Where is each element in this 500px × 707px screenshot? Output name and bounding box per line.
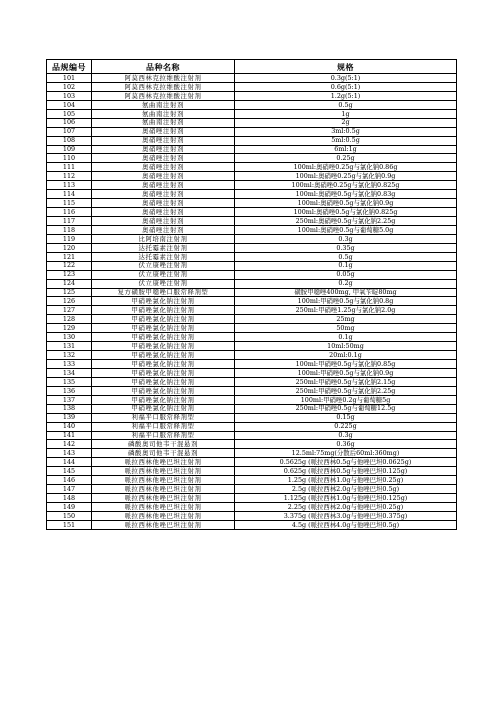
table-row [47, 458, 457, 467]
cell-code: 126 [47, 297, 92, 306]
table-row [47, 342, 457, 351]
cell-name: 阿莫西林克拉维酸注射剂 [92, 82, 235, 91]
cell-name: 阿莫西林克拉维酸注射剂 [92, 91, 235, 100]
cell-spec: 0.5g [235, 100, 457, 109]
cell-code: 140 [47, 422, 92, 431]
table-row [47, 109, 457, 118]
cell-name: 哌拉西林他唑巴坦注射剂 [92, 467, 235, 476]
cell-code: 116 [47, 208, 92, 217]
cell-code: 114 [47, 190, 92, 199]
cell-name: 奥硝唑注射剂 [92, 127, 235, 136]
table-row [47, 190, 457, 199]
cell-name: 哌拉西林他唑巴坦注射剂 [92, 503, 235, 512]
cell-name: 奥硝唑注射剂 [92, 190, 235, 199]
table-row [47, 386, 457, 395]
cell-name: 氨曲南注射剂 [92, 100, 235, 109]
table-row [47, 154, 457, 163]
cell-name: 哌拉西林他唑巴坦注射剂 [92, 511, 235, 520]
cell-code: 110 [47, 154, 92, 163]
cell-name: 奥硝唑注射剂 [92, 181, 235, 190]
table-row [47, 467, 457, 476]
cell-code: 139 [47, 413, 92, 422]
cell-spec: 100ml:奥硝唑0.5g与氯化钠0.9g [235, 199, 457, 208]
table-row [47, 520, 457, 529]
cell-name: 达托霉素注射剂 [92, 243, 235, 252]
cell-name: 复方磺胺甲噁唑口服常释剂型 [92, 288, 235, 297]
cell-name: 甲硝唑氯化钠注射剂 [92, 404, 235, 413]
table-row [47, 333, 457, 342]
cell-name: 氨曲南注射剂 [92, 109, 235, 118]
cell-spec: 12.5ml:75mg(分散后60ml:360mg) [235, 449, 457, 458]
table-row [47, 422, 457, 431]
cell-spec: 磺胺甲噁唑400mg, 甲氧苄啶80mg [235, 288, 457, 297]
cell-name: 伏立康唑注射剂 [92, 261, 235, 270]
cell-code: 106 [47, 118, 92, 127]
table-row [47, 82, 457, 91]
cell-name: 奥硝唑注射剂 [92, 217, 235, 226]
cell-spec: 1.2g(5:1) [235, 91, 457, 100]
cell-name: 奥硝唑注射剂 [92, 225, 235, 234]
cell-spec: 250ml:甲硝唑0.5g与氯化钠2.25g [235, 386, 457, 395]
cell-name: 甲硝唑氯化钠注射剂 [92, 306, 235, 315]
cell-code: 136 [47, 386, 92, 395]
cell-spec: 250ml:甲硝唑1.25g与氯化钠2.0g [235, 306, 457, 315]
table-row [47, 181, 457, 190]
cell-spec: 100ml:奥硝唑0.5g与氯化钠0.825g [235, 208, 457, 217]
table-row [47, 404, 457, 413]
cell-spec: 0.15g [235, 413, 457, 422]
cell-code: 146 [47, 476, 92, 485]
table-row [47, 351, 457, 360]
cell-spec: 100ml:甲硝唑0.5g与氯化钠0.85g [235, 360, 457, 369]
cell-spec: 0.05g [235, 270, 457, 279]
header-row [47, 60, 457, 74]
cell-code: 103 [47, 91, 92, 100]
table-row [47, 395, 457, 404]
table-row [47, 91, 457, 100]
cell-name: 甲硝唑氯化钠注射剂 [92, 297, 235, 306]
cell-code: 117 [47, 217, 92, 226]
cell-spec: 250ml:奥硝唑0.5g与氯化钠2.25g [235, 217, 457, 226]
cell-name: 甲硝唑氯化钠注射剂 [92, 351, 235, 360]
cell-name: 甲硝唑氯化钠注射剂 [92, 377, 235, 386]
cell-spec: 100ml:奥硝唑0.25g与氯化钠0.9g [235, 172, 457, 181]
table-row [47, 413, 457, 422]
cell-code: 123 [47, 270, 92, 279]
cell-code: 135 [47, 377, 92, 386]
cell-code: 147 [47, 485, 92, 494]
cell-name: 利福平口服常释剂型 [92, 431, 235, 440]
cell-code: 142 [47, 440, 92, 449]
cell-name: 奥硝唑注射剂 [92, 208, 235, 217]
cell-spec: 0.36g [235, 440, 457, 449]
table-row [47, 118, 457, 127]
cell-spec: 0.1g [235, 261, 457, 270]
table-row [47, 163, 457, 172]
table-row [47, 243, 457, 252]
table-row [47, 270, 457, 279]
cell-code: 111 [47, 163, 92, 172]
cell-code: 104 [47, 100, 92, 109]
cell-spec: 100ml:甲硝唑0.5g与氯化钠0.8g [235, 297, 457, 306]
cell-name: 奥硝唑注射剂 [92, 172, 235, 181]
cell-name: 奥硝唑注射剂 [92, 199, 235, 208]
cell-name: 甲硝唑氯化钠注射剂 [92, 342, 235, 351]
cell-name: 甲硝唑氯化钠注射剂 [92, 368, 235, 377]
cell-code: 101 [47, 74, 92, 83]
cell-code: 112 [47, 172, 92, 181]
cell-code: 133 [47, 360, 92, 369]
cell-spec: 0.3g(5:1) [235, 74, 457, 83]
cell-spec: 1.125g (哌拉西林1.0g与他唑巴坦0.125g) [235, 494, 457, 503]
spec-sheet [46, 59, 456, 530]
cell-spec: 0.6g(5:1) [235, 82, 457, 91]
cell-code: 129 [47, 324, 92, 333]
table-row [47, 252, 457, 261]
cell-name: 甲硝唑氯化钠注射剂 [92, 315, 235, 324]
table-row [47, 199, 457, 208]
table-row [47, 279, 457, 288]
cell-name: 甲硝唑氯化钠注射剂 [92, 395, 235, 404]
cell-spec: 0.225g [235, 422, 457, 431]
header-name: 品种名称 [92, 60, 235, 74]
cell-name: 甲硝唑氯化钠注射剂 [92, 324, 235, 333]
cell-code: 113 [47, 181, 92, 190]
cell-name: 伏立康唑注射剂 [92, 270, 235, 279]
table-row [47, 217, 457, 226]
cell-name: 哌拉西林他唑巴坦注射剂 [92, 494, 235, 503]
cell-spec: 4.5g (哌拉西林4.0g与他唑巴坦0.5g) [235, 520, 457, 529]
cell-spec: 2.25g (哌拉西林2.0g与他唑巴坦0.25g) [235, 503, 457, 512]
cell-name: 达托霉素注射剂 [92, 252, 235, 261]
cell-spec: 0.625g (哌拉西林0.5g与他唑巴坦0.125g) [235, 467, 457, 476]
cell-spec: 0.3g [235, 431, 457, 440]
cell-code: 148 [47, 494, 92, 503]
header-spec: 规格 [235, 60, 457, 74]
table-row [47, 74, 457, 83]
cell-spec: 0.1g [235, 333, 457, 342]
cell-spec: 3.375g (哌拉西林3.0g与他唑巴坦0.375g) [235, 511, 457, 520]
table-body [47, 74, 457, 530]
cell-code: 115 [47, 199, 92, 208]
table-row [47, 145, 457, 154]
cell-spec: 1g [235, 109, 457, 118]
cell-code: 108 [47, 136, 92, 145]
cell-code: 122 [47, 261, 92, 270]
cell-spec: 100ml:奥硝唑0.25g与氯化钠0.825g [235, 181, 457, 190]
cell-spec: 100ml:奥硝唑0.5g与葡萄糖5.0g [235, 225, 457, 234]
table-row [47, 503, 457, 512]
table-row [47, 324, 457, 333]
table-row [47, 297, 457, 306]
cell-code: 102 [47, 82, 92, 91]
table-row [47, 225, 457, 234]
table-row [47, 306, 457, 315]
cell-name: 哌拉西林他唑巴坦注射剂 [92, 485, 235, 494]
header-code: 品规编号 [47, 60, 92, 74]
cell-spec: 0.2g [235, 279, 457, 288]
table-row [47, 449, 457, 458]
table-row [47, 494, 457, 503]
cell-name: 哌拉西林他唑巴坦注射剂 [92, 458, 235, 467]
cell-spec: 0.35g [235, 243, 457, 252]
table-row [47, 476, 457, 485]
cell-name: 比阿培南注射剂 [92, 234, 235, 243]
cell-code: 124 [47, 279, 92, 288]
cell-spec: 5ml:0.5g [235, 136, 457, 145]
cell-spec: 2.5g (哌拉西林2.0g与他唑巴坦0.5g) [235, 485, 457, 494]
cell-name: 奥硝唑注射剂 [92, 145, 235, 154]
cell-code: 150 [47, 511, 92, 520]
cell-name: 氨曲南注射剂 [92, 118, 235, 127]
table-row [47, 315, 457, 324]
cell-spec: 0.3g [235, 234, 457, 243]
cell-name: 甲硝唑氯化钠注射剂 [92, 386, 235, 395]
cell-code: 118 [47, 225, 92, 234]
cell-spec: 0.25g [235, 154, 457, 163]
table-row [47, 172, 457, 181]
cell-code: 143 [47, 449, 92, 458]
table-row [47, 208, 457, 217]
cell-spec: 1.25g (哌拉西林1.0g与他唑巴坦0.25g) [235, 476, 457, 485]
cell-name: 奥硝唑注射剂 [92, 154, 235, 163]
cell-name: 磷酸奥司他韦干混悬剂 [92, 449, 235, 458]
table-row [47, 485, 457, 494]
table-row [47, 368, 457, 377]
cell-spec: 250ml:甲硝唑0.5g与氯化钠2.15g [235, 377, 457, 386]
cell-code: 132 [47, 351, 92, 360]
cell-spec: 100ml:奥硝唑0.25g与氯化钠0.86g [235, 163, 457, 172]
cell-spec: 100ml:甲硝唑0.5g与氯化钠0.9g [235, 368, 457, 377]
cell-spec: 3ml:0.5g [235, 127, 457, 136]
cell-name: 甲硝唑氯化钠注射剂 [92, 360, 235, 369]
cell-name: 利福平口服常释剂型 [92, 413, 235, 422]
cell-name: 甲硝唑氯化钠注射剂 [92, 333, 235, 342]
cell-spec: 2g [235, 118, 457, 127]
cell-spec: 25mg [235, 315, 457, 324]
cell-spec: 6ml:1g [235, 145, 457, 154]
cell-code: 121 [47, 252, 92, 261]
cell-code: 120 [47, 243, 92, 252]
cell-code: 137 [47, 395, 92, 404]
cell-name: 阿莫西林克拉维酸注射剂 [92, 74, 235, 83]
cell-code: 105 [47, 109, 92, 118]
cell-code: 144 [47, 458, 92, 467]
cell-name: 磷酸奥司他韦干混悬剂 [92, 440, 235, 449]
table-row [47, 234, 457, 243]
cell-code: 149 [47, 503, 92, 512]
table-row [47, 261, 457, 270]
cell-code: 127 [47, 306, 92, 315]
table-row [47, 136, 457, 145]
cell-name: 利福平口服常释剂型 [92, 422, 235, 431]
cell-code: 141 [47, 431, 92, 440]
cell-name: 哌拉西林他唑巴坦注射剂 [92, 520, 235, 529]
table-row [47, 127, 457, 136]
cell-code: 134 [47, 368, 92, 377]
cell-spec: 20ml:0.1g [235, 351, 457, 360]
table-row [47, 288, 457, 297]
cell-name: 奥硝唑注射剂 [92, 136, 235, 145]
cell-spec: 10ml:50mg [235, 342, 457, 351]
cell-code: 145 [47, 467, 92, 476]
table-row [47, 360, 457, 369]
drug-spec-table [46, 59, 457, 530]
cell-code: 119 [47, 234, 92, 243]
cell-code: 130 [47, 333, 92, 342]
cell-code: 107 [47, 127, 92, 136]
table-row [47, 431, 457, 440]
cell-code: 109 [47, 145, 92, 154]
cell-spec: 0.5625g (哌拉西林0.5g与他唑巴坦0.0625g) [235, 458, 457, 467]
cell-spec: 100ml:奥硝唑0.5g与氯化钠0.83g [235, 190, 457, 199]
cell-code: 131 [47, 342, 92, 351]
table-row [47, 100, 457, 109]
cell-name: 伏立康唑注射剂 [92, 279, 235, 288]
table-row [47, 511, 457, 520]
cell-name: 哌拉西林他唑巴坦注射剂 [92, 476, 235, 485]
cell-spec: 0.5g [235, 252, 457, 261]
cell-code: 151 [47, 520, 92, 529]
cell-name: 奥硝唑注射剂 [92, 163, 235, 172]
cell-spec: 50mg [235, 324, 457, 333]
table-row [47, 440, 457, 449]
cell-code: 128 [47, 315, 92, 324]
cell-spec: 250ml:甲硝唑0.5g与葡萄糖12.5g [235, 404, 457, 413]
cell-code: 125 [47, 288, 92, 297]
cell-spec: 100ml:甲硝唑0.2g与葡萄糖5g [235, 395, 457, 404]
cell-code: 138 [47, 404, 92, 413]
table-row [47, 377, 457, 386]
